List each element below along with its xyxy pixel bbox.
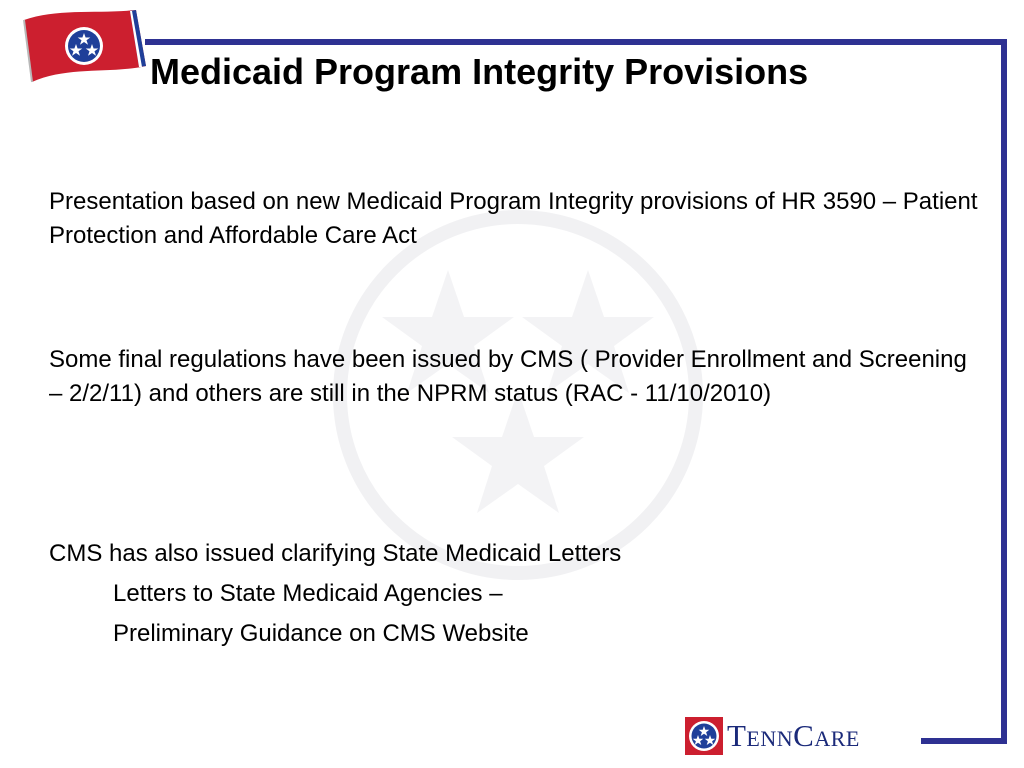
tenncare-logo	[685, 716, 860, 756]
letters-heading: CMS has also issued clarifying State Medicaid Letters	[49, 540, 622, 567]
tenncare-logo-text: TennCare	[727, 718, 860, 753]
tennessee-flag-icon	[18, 6, 148, 86]
tennessee-tristar-icon	[685, 717, 723, 755]
letters-item: Preliminary Guidance on CMS Website	[113, 620, 529, 647]
paragraph-hr3590: Presentation based on new Medicaid Program Integrity provisions of HR 3590 – Patient Protection and Affordable Care Act	[49, 188, 978, 249]
frame-top-line	[145, 39, 1007, 45]
paragraph-final-regulations: Some final regulations have been issued by CMS ( Provider Enrollment and Screening – 2/2/11) and others are still in the NPRM status (RAC - 11/10/2010)	[49, 346, 967, 407]
page-title: Medicaid Program Integrity Provisions	[150, 51, 809, 92]
letters-item: Letters to State Medicaid Agencies –	[113, 580, 503, 607]
frame-bottom-line	[921, 738, 1007, 744]
frame-right-line	[1001, 39, 1007, 744]
letters-section	[49, 534, 979, 654]
